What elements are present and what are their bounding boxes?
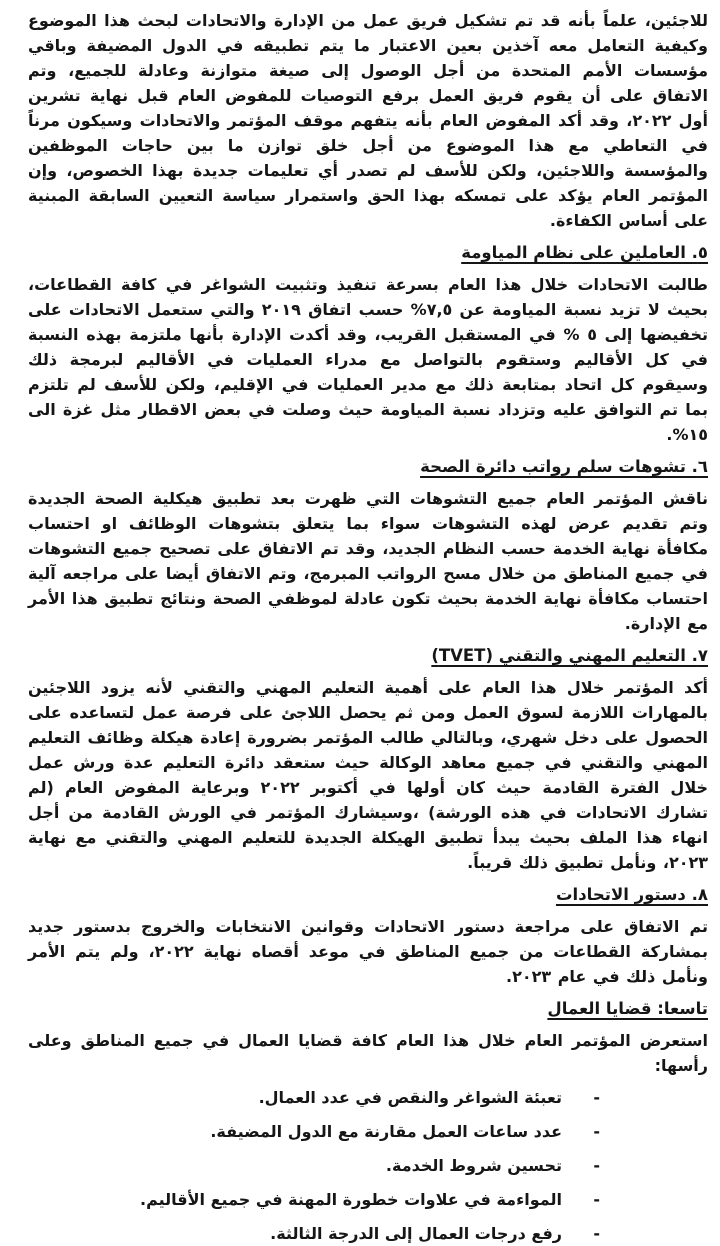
dash-bullet-icon: - <box>593 1156 600 1175</box>
list-item-text: عدد ساعات العمل مقارنة مع الدول المضيفة. <box>210 1122 562 1141</box>
section-health-salary-scale-heading: ٦. تشوهات سلم رواتب دائرة الصحة <box>420 457 708 476</box>
list-item-text: تحسين شروط الخدمة. <box>385 1156 562 1175</box>
section-unions-constitution-body: تم الاتفاق على مراجعة دستور الاتحادات وقوانين الانتخابات والخروج بدستور جديد بمشاركة القطاعات من جميع المناطق في موعد أقصاه نهاية ٢٠٢٢، ولم يتم الأمر ونأمل ذلك في عام ٢٠٢٣. <box>28 917 708 986</box>
section-daily-wage-workers-heading: ٥. العاملين على نظام المياومة <box>461 243 708 262</box>
section-workers-issues-heading: تاسعا: قضايا العمال <box>547 999 708 1018</box>
list-item <box>28 1153 708 1178</box>
section-health-salary-scale <box>28 454 708 636</box>
dash-bullet-icon: - <box>593 1190 600 1209</box>
section-tvet-body: أكد المؤتمر خلال هذا العام على أهمية التعليم المهني والتقني لأنه يزود اللاجئين بالمهارات اللازمة لسوق العمل ومن ثم يحصل اللاجئ على فرصة عمل لتساعده على الحصول على دخل شهري، وبالتالي طالب المؤتمر بضرورة إعادة هيكلة وظائف التعليم المهني والتقني في جميع معاهد الوكالة حيث ستعقد دائرة التعليم عدة ورش عمل خلال الفترة القادمة حيث كان أولها في أكتوبر ٢٠٢٢ وبرعاية المفوض العام (لم تشارك الاتحادات في هذه الورشة) ،وسيشارك المؤتمر في الورش القادمة من أجل انهاء هذا الملف بحيث يبدأ تطبيق الهيكلة الجديدة للتعليم المهني والتقني مع نهاية ٢٠٢٣، ونأمل تطبيق ذلك قريباً. <box>28 678 708 872</box>
dash-bullet-icon: - <box>593 1122 600 1141</box>
dash-bullet-icon: - <box>593 1224 600 1243</box>
dash-bullet-icon: - <box>593 1088 600 1107</box>
workers-issues-list <box>28 1085 708 1246</box>
section-tvet-heading: ٧. التعليم المهني والتقني (TVET) <box>431 646 708 665</box>
section-tvet <box>28 643 708 875</box>
section-workers-issues-intro: استعرض المؤتمر العام خلال هذا العام كافة قضايا العمال في جميع المناطق وعلى رأسها: <box>28 1031 708 1075</box>
section-health-salary-scale-body: ناقش المؤتمر العام جميع التشوهات التي ظهرت بعد تطبيق هيكلية الصحة الجديدة وتم تقديم عرض لهذه التشوهات سواء بما يتعلق بتشوهات الوظائف او احتساب مكافأة نهاية الخدمة حسب النظام الجديد، وقد تم الاتفاق على تصحيح جميع التشوهات في جميع المناطق من خلال مسح الرواتب المبرمج، وتم الاتفاق أيضا على مراجعه آلية احتساب مكافأة نهاية الخدمة بحيث تكون عادلة لموظفي الصحة ونتائج تطبيق هذا الأمر مع الإدارة. <box>28 489 708 633</box>
section-daily-wage-workers-body: طالبت الاتحادات خلال هذا العام بسرعة تنفيذ وتثبيت الشواغر في كافة القطاعات، بحيث لا تزيد نسبة المياومة عن ٧,٥% حسب اتفاق ٢٠١٩ والتي ستعمل الاتحادات على تخفيضها إلى ٥ % في المستقبل القريب، وقد أكدت الإدارة بأنها ملتزمة بهذه النسبة في كل الأقاليم وستقوم بالتواصل مع مدراء العمليات في الأقاليم لبرمجة ذلك وسيقوم كل اتحاد بمتابعة ذلك مع مدير العمليات في الإقليم، ولكن للأسف لم تلتزم بما تم التوافق عليه وتزداد نسبة المياومة حيث وصلت في بعض الاقطار مثل غزة الى ١٥%. <box>28 275 709 444</box>
list-item <box>28 1119 708 1144</box>
section-daily-wage-workers <box>28 240 708 447</box>
list-item-text: المواءمة في علاوات خطورة المهنة في جميع الأقاليم. <box>139 1190 562 1209</box>
list-item-text: تعبئة الشواغر والنقص في عدد العمال. <box>258 1088 562 1107</box>
section-unions-constitution <box>28 882 708 989</box>
list-item <box>28 1187 708 1212</box>
intro-paragraph: للاجئين، علماً بأنه قد تم تشكيل فريق عمل من الإدارة والاتحادات لبحث هذا الموضوع وكيفية التعامل معه آخذين بعين الاعتبار ما يتم تطبيقه في الدول المضيفة وباقي مؤسسات الأمم المتحدة من أجل الوصول إلى صيغة متوازنة وعادلة للجميع، وتم الاتفاق على أن يقوم فريق العمل برفع التوصيات للمفوض العام قبل نهاية تشرين أول ٢٠٢٢، وقد أكد المفوض العام بأنه يتفهم موقف المؤتمر والاتحادات وسيكون مرناً في التعاطي مع هذا الموضوع من أجل خلق توازن ما بين حاجات الموظفين والمؤسسة واللاجئين، ولكن للأسف لم تصدر أي تعليمات جديدة بهذا الخصوص، وإن المؤتمر العام يؤكد على تمسكه بهذا الحق واستمرار سياسة التعيين السابقة المبنية على أساس الكفاءة. <box>28 11 708 230</box>
list-item <box>28 1221 708 1246</box>
list-item <box>28 1085 708 1110</box>
section-workers-issues <box>28 996 708 1246</box>
section-unions-constitution-heading: ٨. دستور الاتحادات <box>555 885 708 904</box>
list-item-text: رفع درجات العمال إلى الدرجة الثالثة. <box>270 1224 562 1243</box>
